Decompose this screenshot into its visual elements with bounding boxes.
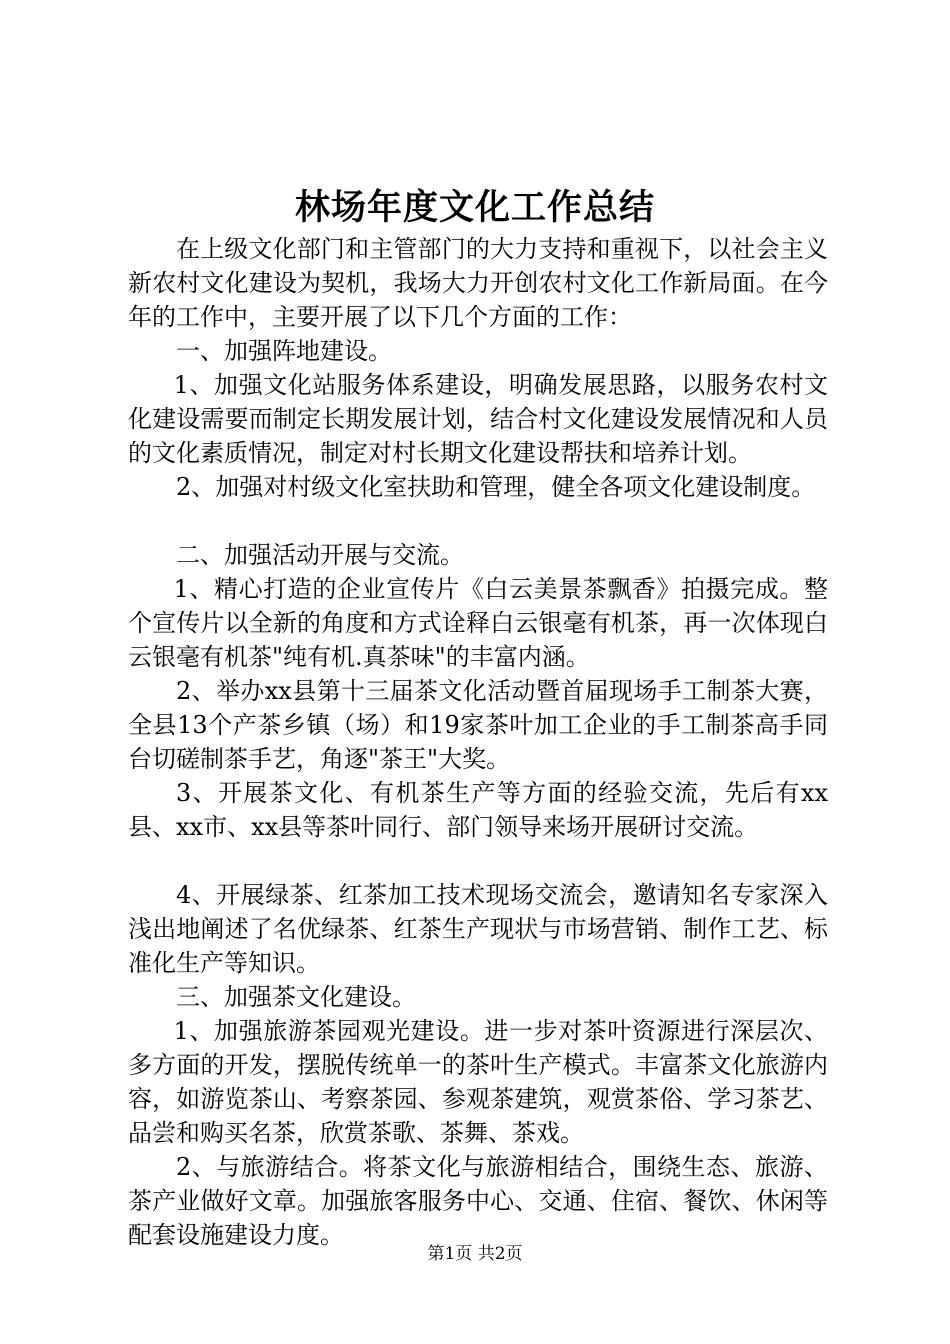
document-title: 林场年度文化工作总结 bbox=[294, 187, 655, 228]
section-3-item-1: 1、加强旅游茶园观光建设。进一步对茶叶资源进行深层次、多方面的开发，摆脱传统单一的茶叶生产模式。丰富茶文化旅游内容，如游览茶山、考察茶园、参观茶建筑，观赏茶俗、学习茶艺、品尝和购买名茶，欣赏茶歌、茶舞、茶戏。 bbox=[128, 1017, 828, 1147]
section-2-item-2: 2、举办xx县第十三届茶文化活动暨首届现场手工制茶大赛，全县13个产茶乡镇（场）和19家茶叶加工企业的手工制茶高手同台切磋制茶手艺，角逐"茶王"大奖。 bbox=[128, 677, 828, 773]
section-heading-3: 三、加强茶文化建设。 bbox=[176, 983, 416, 1011]
page-footer: 第1页 共2页 bbox=[427, 1244, 523, 1264]
section-3-item-2: 2、与旅游结合。将茶文化与旅游相结合，围绕生态、旅游、茶产业做好文章。加强旅客服务中心、交通、住宿、餐饮、休闲等配套设施建设力度。 bbox=[128, 1153, 828, 1249]
section-heading-2: 二、加强活动开展与交流。 bbox=[176, 541, 464, 569]
section-1-item-2: 2、加强对村级文化室扶助和管理，健全各项文化建设制度。 bbox=[176, 473, 816, 501]
section-2-item-4: 4、开展绿茶、红茶加工技术现场交流会，邀请知名专家深入浅出地阐述了名优绿茶、红茶生产现状与市场营销、制作工艺、标准化生产等知识。 bbox=[128, 881, 828, 977]
section-heading-1: 一、加强阵地建设。 bbox=[176, 337, 392, 365]
section-1-item-1: 1、加强文化站服务体系建设，明确发展思路，以服务农村文化建设需要而制定长期发展计划，结合村文化建设发展情况和人员的文化素质情况，制定对村长期文化建设帮扶和培养计划。 bbox=[128, 371, 828, 467]
section-2-item-3: 3、开展茶文化、有机茶生产等方面的经验交流，先后有xx县、xx市、xx县等茶叶同行、部门领导来场开展研讨交流。 bbox=[128, 779, 828, 841]
blank-line bbox=[128, 844, 828, 878]
blank-line bbox=[128, 504, 828, 538]
document-body bbox=[128, 232, 828, 1252]
section-2-item-1: 1、精心打造的企业宣传片《白云美景茶飘香》拍摄完成。整个宣传片以全新的角度和方式诠释白云银毫有机茶，再一次体现白云银毫有机茶"纯有机.真茶味"的丰富内涵。 bbox=[128, 575, 828, 671]
intro-paragraph: 在上级文化部门和主管部门的大力支持和重视下，以社会主义新农村文化建设为契机，我场大力开创农村文化工作新局面。在今年的工作中，主要开展了以下几个方面的工作： bbox=[128, 235, 828, 331]
